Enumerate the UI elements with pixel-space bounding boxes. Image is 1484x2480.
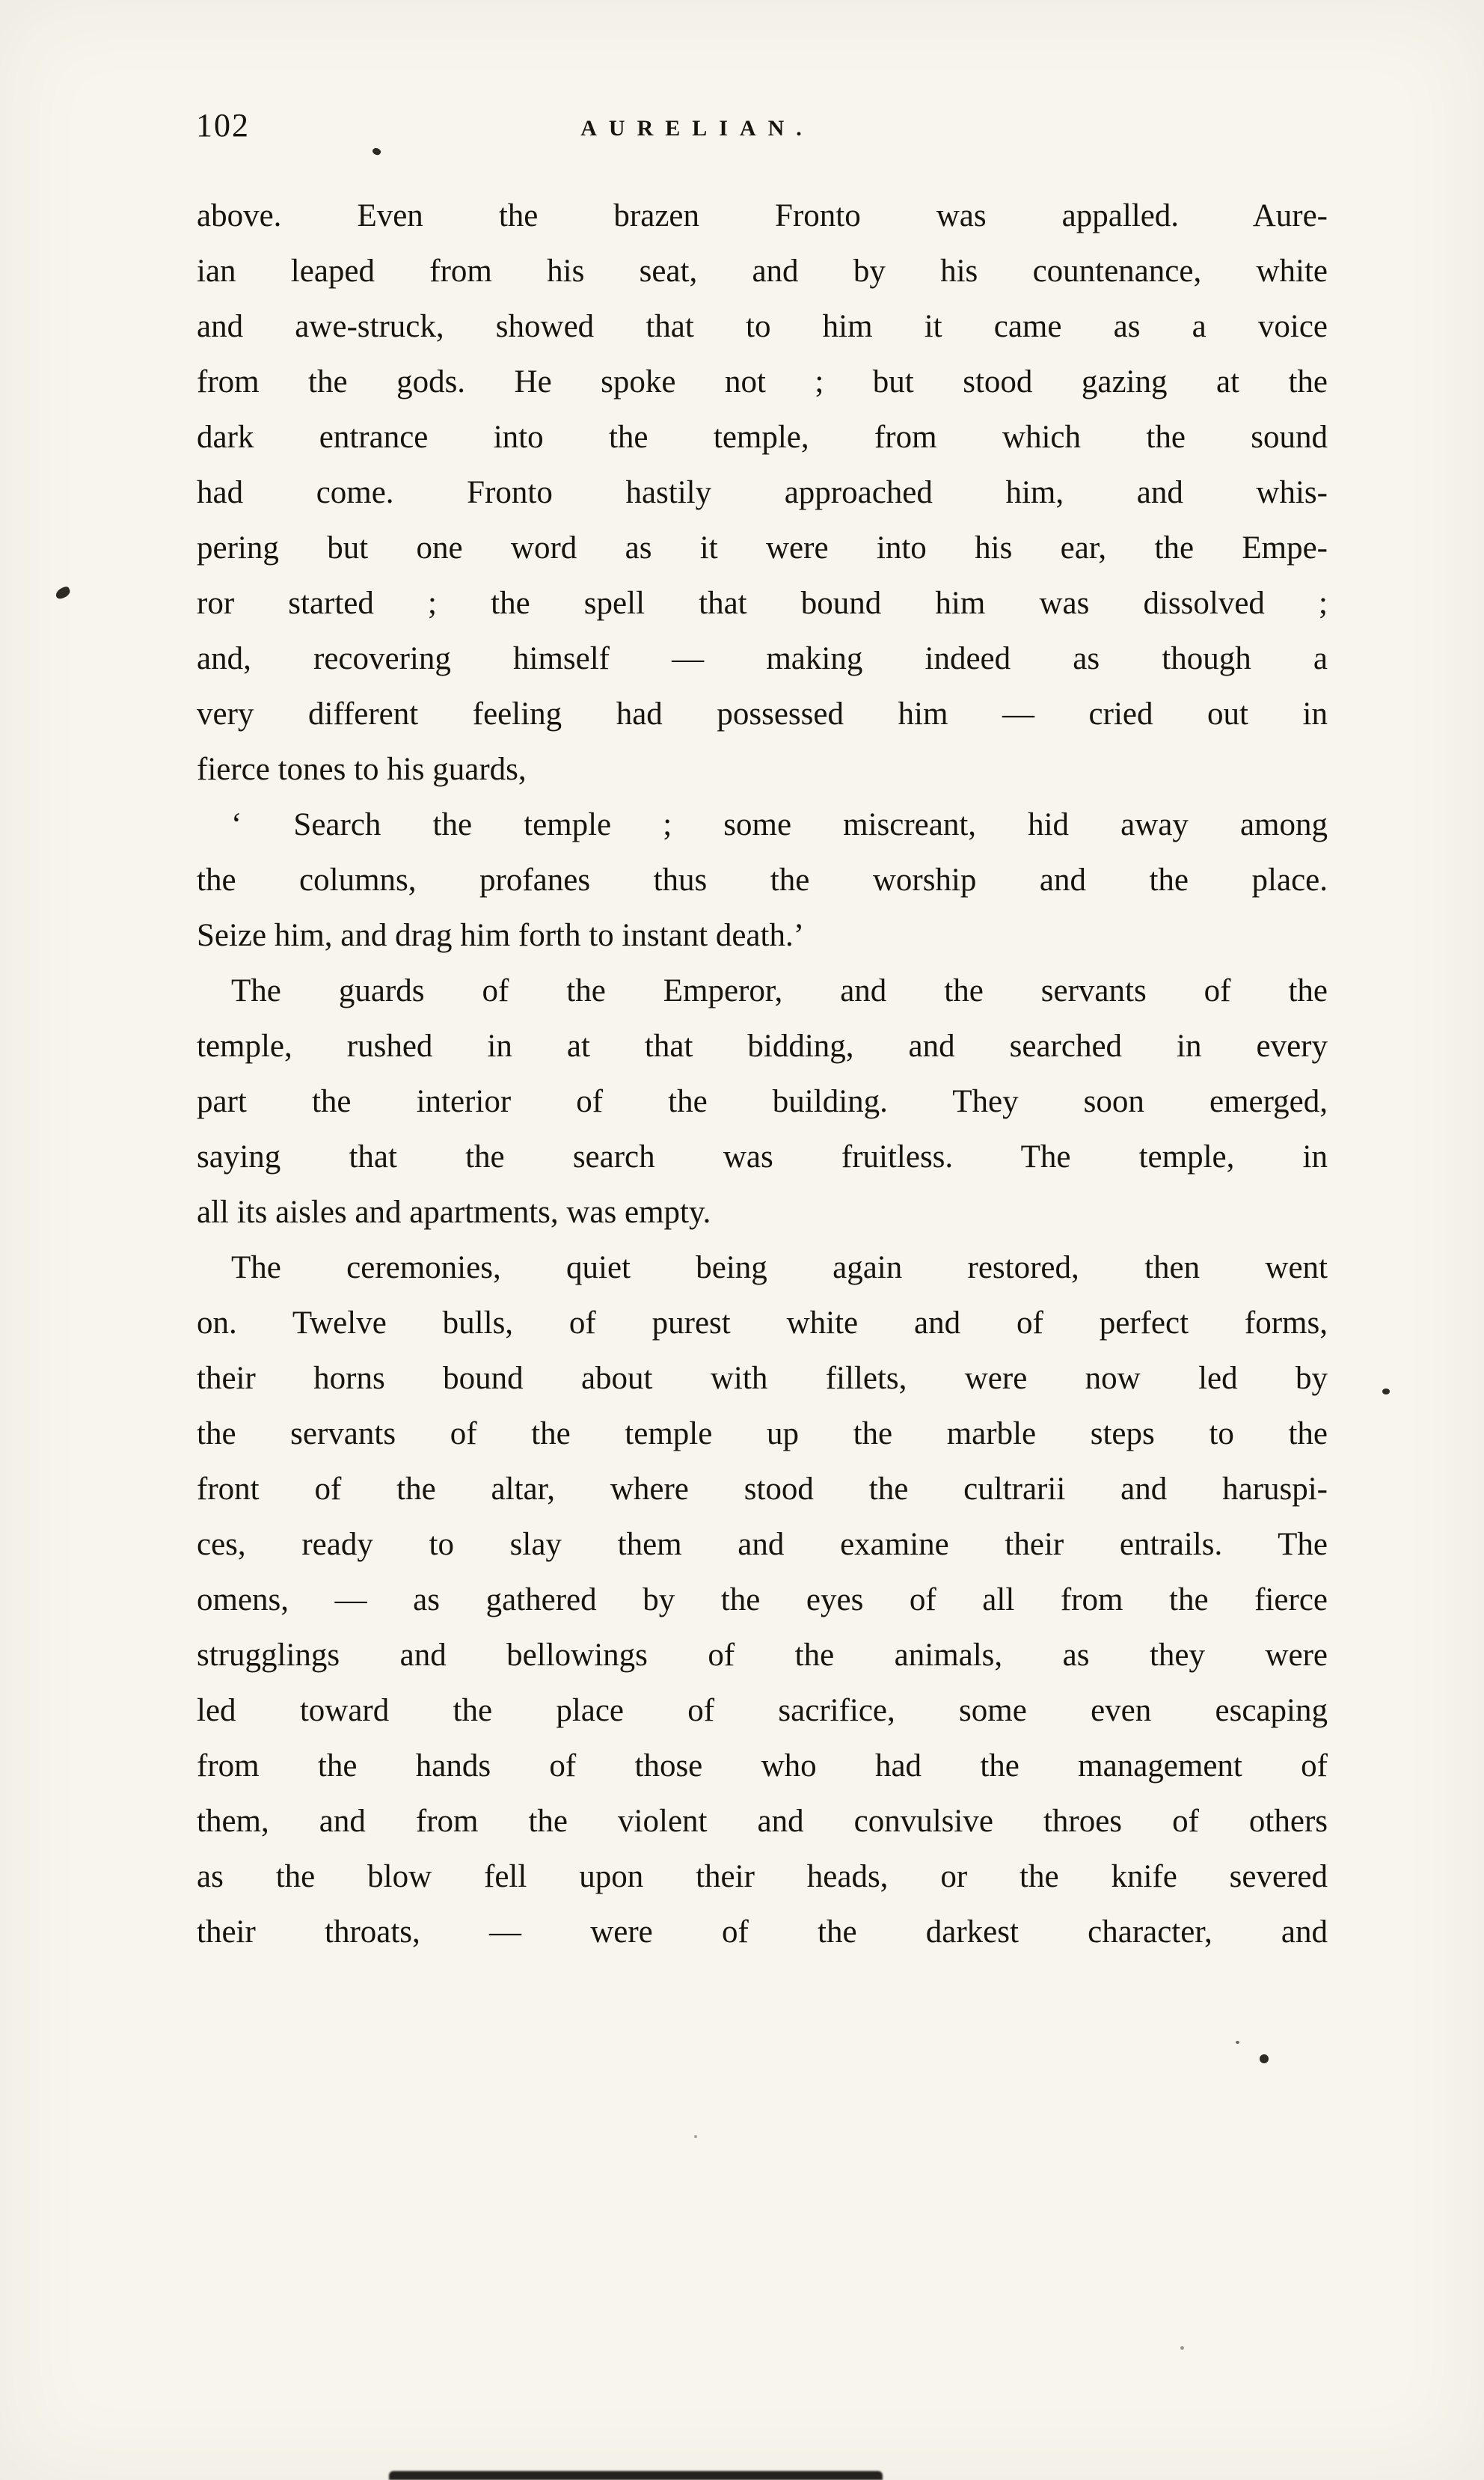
- text-line: the servants of the temple up the marble steps to the: [197, 1416, 1328, 1451]
- text-line: front of the altar, where stood the cultrarii and haruspi-: [197, 1472, 1328, 1507]
- text-line: The guards of the Emperor, and the servants of the: [231, 973, 1328, 1008]
- page-text: [197, 189, 1328, 1960]
- text-line: from the hands of those who had the management of: [197, 1748, 1328, 1784]
- text-line: from the gods. He spoke not ; but stood gazing at the: [197, 364, 1328, 399]
- running-title: AURELIAN.: [580, 116, 814, 141]
- paragraph: [197, 189, 1328, 797]
- ink-speck: [1260, 2054, 1269, 2063]
- text-line: ‘ Search the temple ; some miscreant, hid away among: [231, 807, 1328, 842]
- text-line: omens, — as gathered by the eyes of all from the fierce: [197, 1582, 1328, 1617]
- text-line: very different feeling had possessed him — cried out in: [197, 696, 1328, 732]
- text-line: the columns, profanes thus the worship and the place.: [197, 863, 1328, 898]
- text-line: ian leaped from his seat, and by his countenance, white: [197, 254, 1328, 289]
- paragraph: [197, 1240, 1328, 1960]
- text-line: The ceremonies, quiet being again restored, then went: [231, 1250, 1328, 1285]
- text-line: pering but one word as it were into his ear, the Empe-: [197, 530, 1328, 566]
- text-line: their throats, — were of the darkest character, and: [197, 1914, 1328, 1950]
- text-line: on. Twelve bulls, of purest white and of perfect forms,: [197, 1305, 1328, 1341]
- ink-speck: [1382, 1389, 1390, 1394]
- text-line: all its aisles and apartments, was empty.: [197, 1195, 711, 1230]
- text-line: ror started ; the spell that bound him was dissolved ;: [197, 586, 1328, 621]
- text-line: and, recovering himself — making indeed as though a: [197, 641, 1328, 676]
- text-line: as the blow fell upon their heads, or the knife severed: [197, 1859, 1328, 1894]
- text-line: saying that the search was fruitless. The temple, in: [197, 1139, 1328, 1175]
- text-line: Seize him, and drag him forth to instant death.’: [197, 918, 805, 953]
- text-line: had come. Fronto hastily approached him, and whis-: [197, 475, 1328, 510]
- text-line: strugglings and bellowings of the animals, as they were: [197, 1638, 1328, 1673]
- ink-speck: [1180, 2346, 1184, 2350]
- scan-edge-artifact: [389, 2471, 883, 2480]
- ink-speck: [694, 2135, 697, 2138]
- text-line: fierce tones to his guards,: [197, 752, 527, 787]
- ink-speck: [54, 585, 72, 600]
- text-line: above. Even the brazen Fronto was appalled. Aure-: [197, 198, 1328, 233]
- text-line: ces, ready to slay them and examine their entrails. The: [197, 1527, 1328, 1562]
- text-line: led toward the place of sacrifice, some even escaping: [197, 1693, 1328, 1728]
- text-line: part the interior of the building. They soon emerged,: [197, 1084, 1328, 1119]
- ink-speck: [1236, 2041, 1239, 2044]
- text-line: them, and from the violent and convulsive throes of others: [197, 1804, 1328, 1839]
- paragraph: [197, 964, 1328, 1240]
- text-line: temple, rushed in at that bidding, and searched in every: [197, 1029, 1328, 1064]
- page-number: 102: [196, 107, 250, 144]
- text-line: and awe-struck, showed that to him it came as a voice: [197, 309, 1328, 344]
- paragraph: [197, 797, 1328, 964]
- ink-speck: [371, 147, 381, 157]
- text-line: dark entrance into the temple, from which the sound: [197, 420, 1328, 455]
- text-line: their horns bound about with fillets, were now led by: [197, 1361, 1328, 1396]
